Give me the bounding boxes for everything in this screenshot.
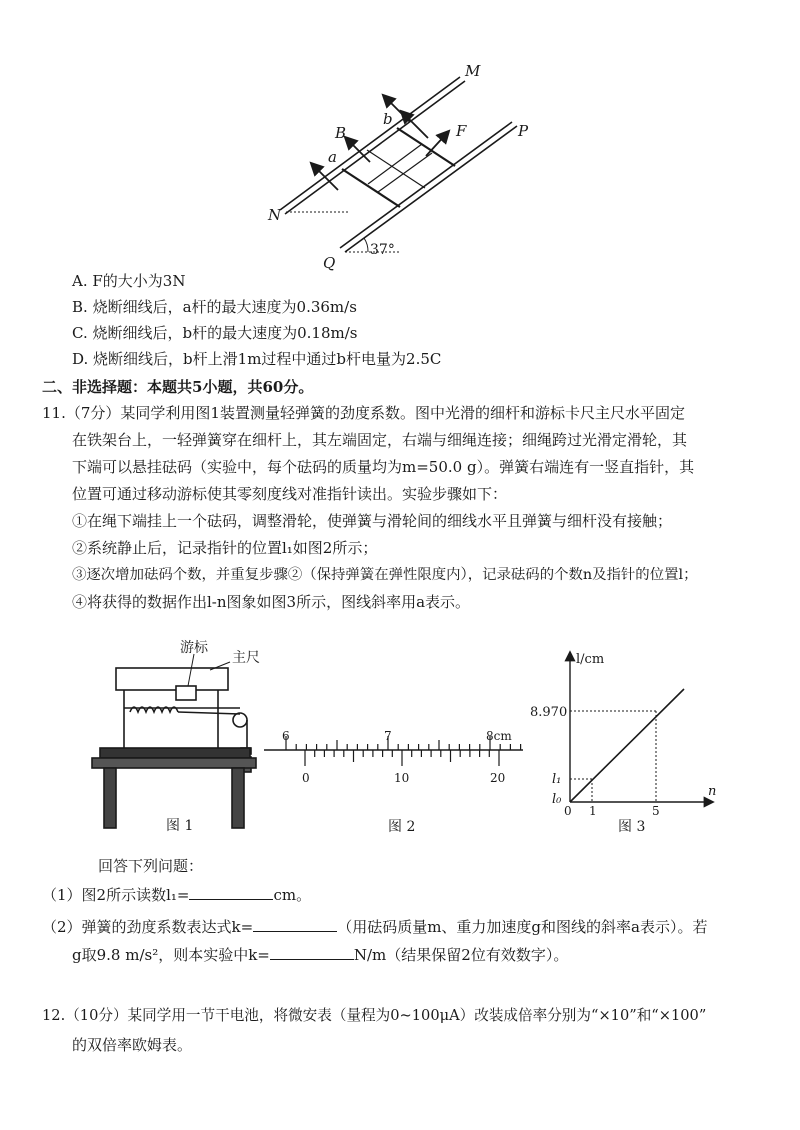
q11-line: 下端可以悬挂砝码（实验中，每个砝码的质量均为m=50.0 g）。弹簧右端连有一竖直指针，其 — [72, 458, 695, 476]
x-tick-5: 5 — [652, 804, 660, 818]
rail-pq — [340, 122, 517, 252]
l0-label: l₀ — [552, 792, 562, 807]
connecting-thread — [367, 144, 432, 192]
figure-2-vernier — [258, 720, 528, 840]
figure-1-caption: 图 1 — [166, 818, 194, 834]
label-m: M — [465, 62, 481, 80]
option-c: C. 烧断细线后，b杆的最大速度为0.18m/s — [72, 324, 358, 342]
answer-prompt: 回答下列问题： — [98, 857, 204, 875]
answer-blank-l1[interactable] — [189, 884, 273, 900]
main-scale-label: 主尺 — [232, 650, 260, 666]
section-heading: 二、非选择题：本题共5小题，共60分。 — [42, 378, 314, 396]
sub-question-2-line2: g取9.8 m/s²，则本实验中k= N/m（结果保留2位有效数字）。 — [72, 946, 569, 964]
x-tick-1: 1 — [589, 804, 597, 818]
figure-1-apparatus — [90, 630, 270, 840]
option-d: D. 烧断细线后，b杆上滑1m过程中通过b杆电量为2.5C — [72, 350, 442, 368]
l1-label: l₁ — [552, 772, 562, 787]
vernier-label: 游标 — [180, 640, 208, 656]
sub-question-1: （1）图2所示读数l₁= cm。 — [42, 886, 312, 904]
q11-step: ①在绳下端挂上一个砝码，调整滑轮，使弹簧与滑轮间的细线水平且弹簧与细杆没有接触； — [72, 512, 673, 530]
q11-step: ④将获得的数据作出l-n图象如图3所示，图线斜率用a表示。 — [72, 593, 471, 611]
option-b: B. 烧断细线后，a杆的最大速度为0.36m/s — [72, 298, 357, 316]
y-value-label: 8.970 — [530, 705, 568, 720]
table-top — [100, 748, 250, 758]
pulley — [233, 713, 247, 727]
figure-3-caption: 图 3 — [618, 819, 646, 835]
sub-question-2: （2）弹簧的劲度系数表达式k= （用砝码质量m、重力加速度g和图线的斜率a表示）。若 — [42, 918, 708, 936]
q11-step: ②系统静止后，记录指针的位置l₁如图2所示； — [72, 539, 378, 557]
answer-blank-k-value[interactable] — [270, 944, 354, 960]
label-b: b — [383, 110, 393, 128]
rod-a — [342, 169, 400, 207]
vernier-scale-ticks — [305, 750, 499, 766]
label-p: P — [518, 122, 529, 140]
x-tick-0: 0 — [564, 804, 572, 818]
q11-line: 在铁架台上，一轻弹簧穿在细杆上，其左端固定，右端与细绳连接；细绳跨过光滑定滑轮，其 — [72, 431, 688, 449]
main-label-6: 6 — [282, 729, 290, 743]
vernier — [176, 686, 196, 700]
label-a: a — [328, 148, 337, 166]
q12-line1: 12.（10分）某同学用一节干电池，将微安表（量程为0~100μA）改装成倍率分别为“×10”和“×100” — [42, 1007, 707, 1024]
x-axis-label: n — [708, 784, 717, 799]
main-scale — [116, 668, 228, 690]
vernier-label-20: 20 — [490, 771, 506, 785]
q11-header: 11.（7分）某同学利用图1装置测量轻弹簧的劲度系数。图中光滑的细杆和游标卡尺主尺水平固定 — [42, 404, 685, 422]
label-angle: 37° — [370, 242, 395, 258]
label-big-b: B — [335, 124, 347, 142]
answer-blank-k-expr[interactable] — [253, 916, 337, 932]
vernier-label-10: 10 — [394, 771, 410, 785]
q11-line: 位置可通过移动游标使其零刻度线对准指针读出。实验步骤如下： — [72, 485, 508, 503]
figure-2-caption: 图 2 — [388, 819, 416, 835]
rail-mn — [280, 77, 465, 214]
inclined-rails-figure — [250, 62, 550, 277]
y-axis-label: l/cm — [576, 652, 605, 667]
main-label-8cm: 8cm — [486, 729, 512, 743]
label-q: Q — [323, 254, 336, 272]
q11-step: ③逐次增加砝码个数，并重复步骤②（保持弹簧在弹性限度内），记录砝码的个数n及指针的位置l； — [72, 567, 698, 583]
label-n: N — [268, 206, 282, 224]
option-a: A. F的大小为3N — [72, 272, 186, 290]
data-line — [570, 689, 684, 802]
main-label-7: 7 — [384, 729, 392, 743]
q12-line2: 的双倍率欧姆表。 — [72, 1036, 193, 1054]
label-f: F — [456, 122, 467, 140]
figure-3-graph — [530, 645, 730, 840]
vernier-label-0: 0 — [302, 771, 310, 785]
